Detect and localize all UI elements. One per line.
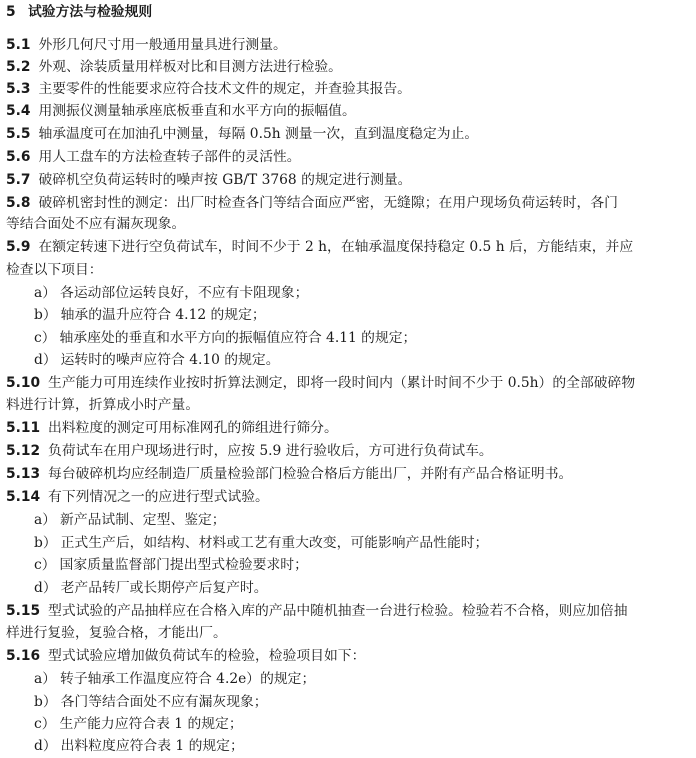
- clause-5-16: [6, 646, 690, 666]
- sub-item-a: [34, 669, 690, 689]
- sub-item-label: b）: [34, 535, 57, 551]
- sub-item-text: 新产品试制、定型、鉴定；: [60, 512, 226, 528]
- clause-number: 5.6: [6, 149, 31, 165]
- clause-number: 5.8: [6, 195, 31, 211]
- sub-item-text: 轴承座处的垂直和水平方向的振幅值应符合 4.11 的规定；: [59, 330, 417, 346]
- sub-item-d: [34, 350, 690, 370]
- clause-text: 有下列情况之一的应进行型式试验。: [48, 489, 269, 505]
- sub-item-text: 运转时的噪声应符合 4.10 的规定。: [60, 352, 280, 368]
- clause-5-10-continuation: 料进行计算，折算成小时产量。: [6, 397, 200, 413]
- sub-item-b: [34, 692, 690, 712]
- sub-item-c: [34, 328, 690, 348]
- sub-item-label: d）: [34, 738, 57, 754]
- clause-number: 5.3: [6, 81, 31, 97]
- sub-item-label: c）: [34, 330, 56, 346]
- sub-item-text: 老产品转厂或长期停产后复产时。: [60, 580, 268, 596]
- clause-text: 每台破碎机均应经制造厂质量检验部门检验合格后方能出厂，并附有产品合格证明书。: [48, 466, 573, 482]
- clause-text: 负荷试车在用户现场进行时，应按 5.9 进行验收后，方可进行负荷试车。: [48, 443, 493, 459]
- clause-number: 5.15: [6, 603, 41, 619]
- clause-number: 5.7: [6, 172, 31, 188]
- sub-item-text: 出料粒度应符合表 1 的规定；: [60, 738, 244, 754]
- clause-text: 主要零件的性能要求应符合技术文件的规定，并查验其报告。: [38, 81, 411, 97]
- clause-5-14: [6, 487, 690, 507]
- clause-number: 5.1: [6, 37, 31, 53]
- sub-item-d: [34, 578, 690, 598]
- sub-item-c: [34, 714, 690, 734]
- clause-number: 5.11: [6, 420, 41, 436]
- clause-text: 外形几何尺寸用一般通用量具进行测量。: [38, 37, 287, 53]
- clause-text: 出料粒度的测定可用标准网孔的筛组进行筛分。: [48, 420, 338, 436]
- clause-5-5: [6, 124, 690, 144]
- clause-number: 5.13: [6, 466, 41, 482]
- clause-5-15-continuation: 样进行复验，复验合格，才能出厂。: [6, 625, 227, 641]
- clause-number: 5.4: [6, 103, 31, 119]
- clause-text: 用人工盘车的方法检查转子部件的灵活性。: [38, 149, 301, 165]
- clause-text: 用测振仪测量轴承座底板垂直和水平方向的振幅值。: [38, 103, 356, 119]
- clause-5-9: [6, 237, 690, 257]
- clause-5-15: [6, 601, 690, 621]
- clause-text: 型式试验应增加做负荷试车的检验，检验项目如下：: [48, 648, 366, 664]
- sub-item-label: b）: [34, 307, 57, 323]
- section-number: 5: [6, 4, 16, 20]
- clause-text: 轴承温度可在加油孔中测量，每隔 0.5h 测量一次，直到温度稳定为止。: [38, 126, 479, 142]
- sub-item-b: [34, 305, 690, 325]
- clause-5-10: [6, 373, 690, 393]
- sub-item-c: [34, 555, 690, 575]
- clause-text: 外观、涂装质量用样板对比和目测方法进行检验。: [38, 59, 342, 75]
- sub-item-d: [34, 736, 690, 756]
- clause-number: 5.9: [6, 239, 31, 255]
- clause-5-8: [6, 193, 690, 213]
- clause-text: 破碎机密封性的测定：出厂时检查各门等结合面应严密，无缝隙；在用户现场负荷运转时，各门: [38, 195, 618, 211]
- sub-item-a: [34, 510, 690, 530]
- sub-item-text: 各运动部位运转良好，不应有卡阻现象；: [60, 285, 309, 301]
- sub-item-text: 轴承的温升应符合 4.12 的规定；: [60, 307, 266, 323]
- clause-number: 5.16: [6, 648, 41, 664]
- clause-number: 5.2: [6, 59, 31, 75]
- sub-item-text: 正式生产后，如结构、材料或工艺有重大改变，可能影响产品性能时；: [60, 535, 489, 551]
- sub-item-label: a）: [34, 512, 57, 528]
- sub-item-label: c）: [34, 716, 56, 732]
- clause-5-7: [6, 170, 690, 190]
- clause-5-12: [6, 441, 690, 461]
- clause-5-8-continuation: 等结合面处不应有漏灰现象。: [6, 216, 186, 232]
- sub-item-text: 国家质量监督部门提出型式检验要求时；: [59, 557, 308, 573]
- clause-5-11: [6, 418, 690, 438]
- clause-text: 生产能力可用连续作业按时折算法测定，即将一段时间内（累计时间不少于 0.5h）的全部破碎物: [48, 375, 636, 391]
- clause-number: 5.14: [6, 489, 41, 505]
- clause-number: 5.5: [6, 126, 31, 142]
- clause-5-6: [6, 147, 690, 167]
- clause-5-3: [6, 79, 690, 99]
- clause-text: 型式试验的产品抽样应在合格入库的产品中随机抽查一台进行检验。检验若不合格，则应加倍抽: [48, 603, 628, 619]
- sub-item-label: a）: [34, 285, 57, 301]
- clause-text: 在额定转速下进行空负荷试车，时间不少于 2 h，在轴承温度保持稳定 0.5 h 后，方能结束，并应: [38, 239, 634, 255]
- sub-item-label: c）: [34, 557, 56, 573]
- sub-item-text: 生产能力应符合表 1 的规定；: [59, 716, 243, 732]
- section-heading: [6, 2, 690, 22]
- sub-item-text: 转子轴承工作温度应符合 4.2e）的规定；: [60, 671, 316, 687]
- clause-5-2: [6, 57, 690, 77]
- sub-item-text: 各门等结合面处不应有漏灰现象；: [60, 694, 268, 710]
- clause-5-13: [6, 464, 690, 484]
- clause-number: 5.12: [6, 443, 41, 459]
- clause-5-1: [6, 35, 690, 55]
- sub-item-a: [34, 283, 690, 303]
- section-title: 试验方法与检验规则: [28, 4, 153, 20]
- sub-item-label: b）: [34, 694, 57, 710]
- sub-item-label: d）: [34, 580, 57, 596]
- clause-number: 5.10: [6, 375, 41, 391]
- clause-text: 破碎机空负荷运转时的噪声按 GB/T 3768 的规定进行测量。: [38, 172, 412, 188]
- sub-item-label: d）: [34, 352, 57, 368]
- clause-5-4: [6, 101, 690, 121]
- sub-item-b: [34, 533, 690, 553]
- clause-5-9-continuation: 检查以下项目：: [6, 262, 103, 278]
- sub-item-label: a）: [34, 671, 57, 687]
